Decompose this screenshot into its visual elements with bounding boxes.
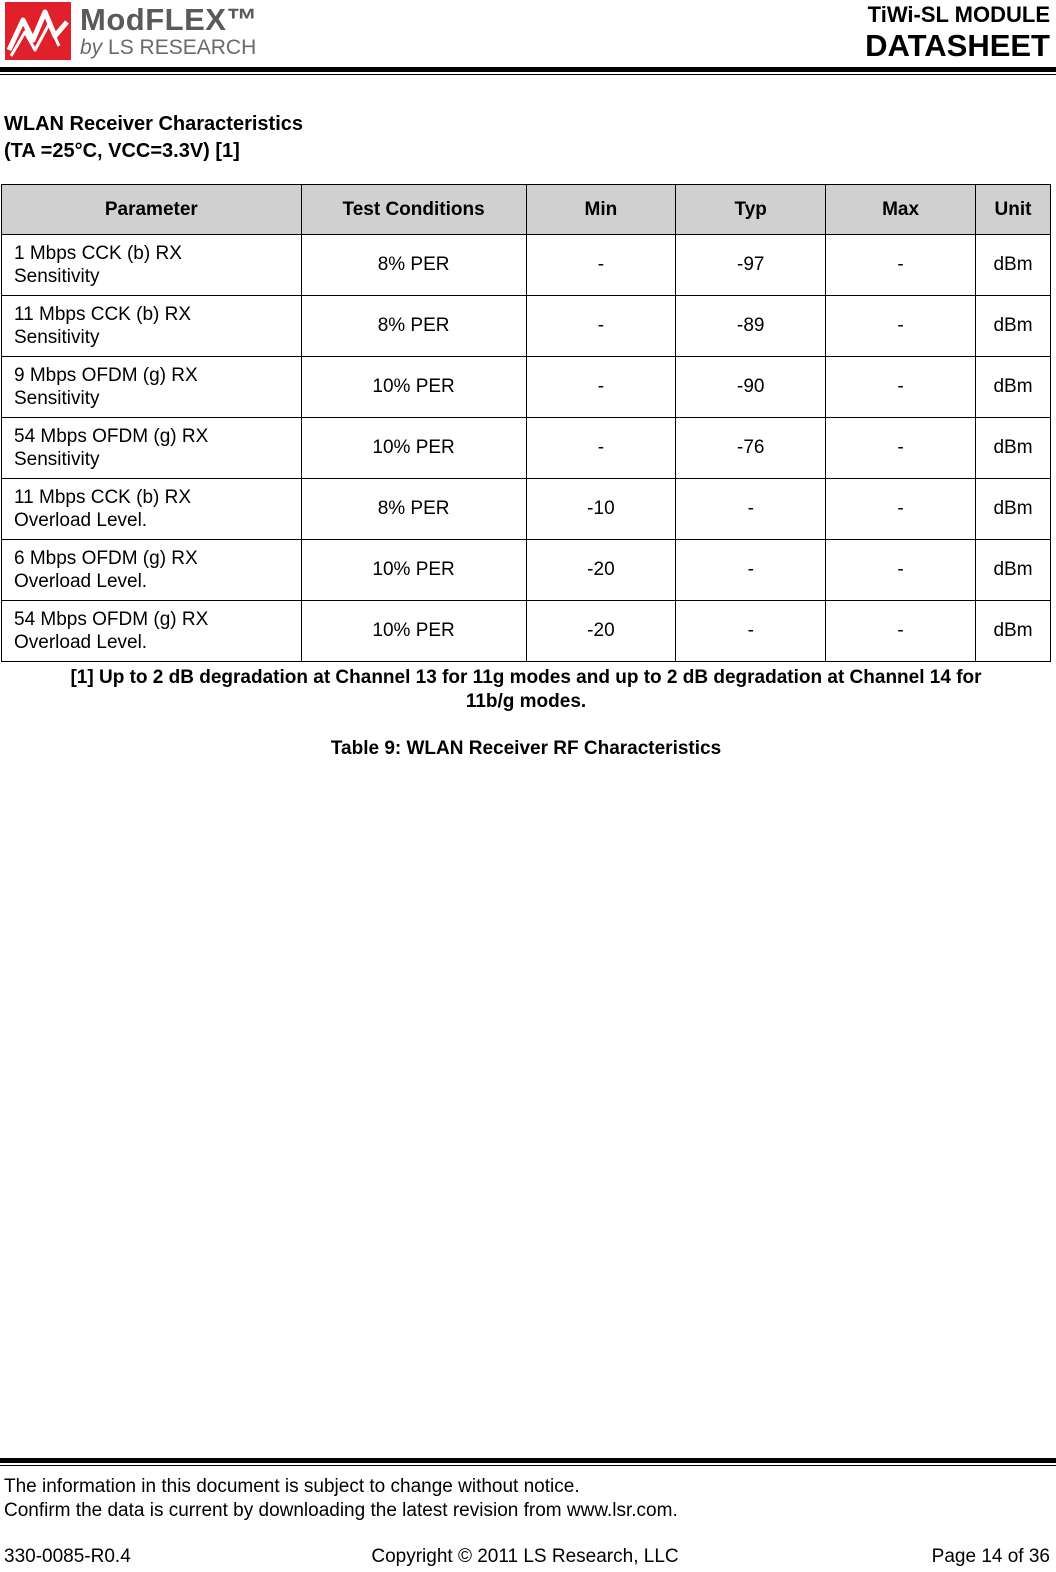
typ-cell: - — [676, 540, 826, 601]
ls-research-logo — [5, 2, 71, 60]
table-caption: Table 9: WLAN Receiver RF Characteristics — [330, 738, 722, 759]
section-title-line1: WLAN Receiver Characteristics — [4, 113, 304, 135]
typ-cell: -97 — [676, 235, 826, 296]
unit-cell: dBm — [975, 479, 1050, 540]
typ-cell: -89 — [676, 296, 826, 357]
test-condition-cell: 10% PER — [301, 601, 526, 662]
min-cell: - — [526, 235, 676, 296]
footnote-line2: 11b/g modes. — [465, 691, 587, 712]
max-cell: - — [826, 296, 976, 357]
footer-notice — [4, 1475, 678, 1523]
parameter-cell: 11 Mbps CCK (b) RX Sensitivity — [2, 296, 302, 357]
typ-cell: -76 — [676, 418, 826, 479]
test-condition-cell: 8% PER — [301, 479, 526, 540]
min-cell: - — [526, 418, 676, 479]
parameter-cell: 54 Mbps OFDM (g) RX Overload Level. — [2, 601, 302, 662]
unit-cell: dBm — [975, 357, 1050, 418]
parameter-cell: 54 Mbps OFDM (g) RX Sensitivity — [2, 418, 302, 479]
max-cell: - — [826, 479, 976, 540]
parameter-cell: 9 Mbps OFDM (g) RX Sensitivity — [2, 357, 302, 418]
column-header-max: Max — [826, 185, 976, 235]
module-name: TiWi-SL MODULE — [867, 2, 1050, 27]
table-row — [2, 479, 1051, 540]
doc-type: DATASHEET — [865, 28, 1050, 63]
table-footnote — [0, 666, 1052, 714]
typ-cell: -90 — [676, 357, 826, 418]
test-condition-cell: 10% PER — [301, 540, 526, 601]
section-title — [4, 111, 303, 165]
table-row — [2, 601, 1051, 662]
unit-cell: dBm — [975, 601, 1050, 662]
column-header-unit: Unit — [975, 185, 1050, 235]
min-cell: -10 — [526, 479, 676, 540]
unit-cell: dBm — [975, 235, 1050, 296]
copyright: Copyright © 2011 LS Research, LLC — [371, 1546, 679, 1567]
doc-number: 330-0085-R0.4 — [4, 1546, 131, 1567]
max-cell: - — [826, 540, 976, 601]
column-header-min: Min — [526, 185, 676, 235]
unit-cell: dBm — [975, 540, 1050, 601]
table-row — [2, 418, 1051, 479]
test-condition-cell: 8% PER — [301, 235, 526, 296]
footer-rule-thin — [0, 1465, 1056, 1466]
brand-subtitle — [80, 36, 256, 60]
test-condition-cell: 10% PER — [301, 357, 526, 418]
footnote-line1: [1] Up to 2 dB degradation at Channel 13 for 11g modes and up to 2 dB degradation at Channel 14 for — [70, 667, 982, 688]
brand-company: LS RESEARCH — [108, 36, 257, 59]
footer-notice-line2: Confirm the data is current by downloading the latest revision from www.lsr.com. — [4, 1500, 678, 1521]
test-condition-cell: 8% PER — [301, 296, 526, 357]
table-row — [2, 296, 1051, 357]
table-row — [2, 357, 1051, 418]
parameter-cell: 1 Mbps CCK (b) RX Sensitivity — [2, 235, 302, 296]
min-cell: - — [526, 357, 676, 418]
footer-rule-thick — [0, 1458, 1056, 1463]
min-cell: -20 — [526, 540, 676, 601]
table-row — [2, 540, 1051, 601]
typ-cell: - — [676, 479, 826, 540]
typ-cell: - — [676, 601, 826, 662]
page-header — [0, 0, 1056, 76]
header-rule-thick — [0, 67, 1056, 72]
parameter-cell: 6 Mbps OFDM (g) RX Overload Level. — [2, 540, 302, 601]
min-cell: - — [526, 296, 676, 357]
section-title-line2: (TA =25°C, VCC=3.3V) [1] — [4, 140, 240, 162]
column-header-typ: Typ — [676, 185, 826, 235]
table-row — [2, 235, 1051, 296]
max-cell: - — [826, 357, 976, 418]
parameter-cell: 11 Mbps CCK (b) RX Overload Level. — [2, 479, 302, 540]
receiver-characteristics-table — [1, 184, 1051, 662]
min-cell: -20 — [526, 601, 676, 662]
unit-cell: dBm — [975, 296, 1050, 357]
max-cell: - — [826, 418, 976, 479]
footer-notice-line1: The information in this document is subject to change without notice. — [4, 1476, 580, 1497]
header-rule-thin — [0, 74, 1056, 75]
column-header-test-conditions: Test Conditions — [301, 185, 526, 235]
max-cell: - — [826, 601, 976, 662]
test-condition-cell: 10% PER — [301, 418, 526, 479]
page-footer — [0, 1546, 1056, 1570]
max-cell: - — [826, 235, 976, 296]
page-number: Page 14 of 36 — [931, 1546, 1050, 1567]
brand-by: by — [80, 36, 103, 59]
column-header-parameter: Parameter — [2, 185, 302, 235]
unit-cell: dBm — [975, 418, 1050, 479]
document-title — [865, 2, 1050, 64]
brand-name: ModFLEX™ — [80, 2, 258, 37]
table-header-row — [2, 185, 1051, 235]
